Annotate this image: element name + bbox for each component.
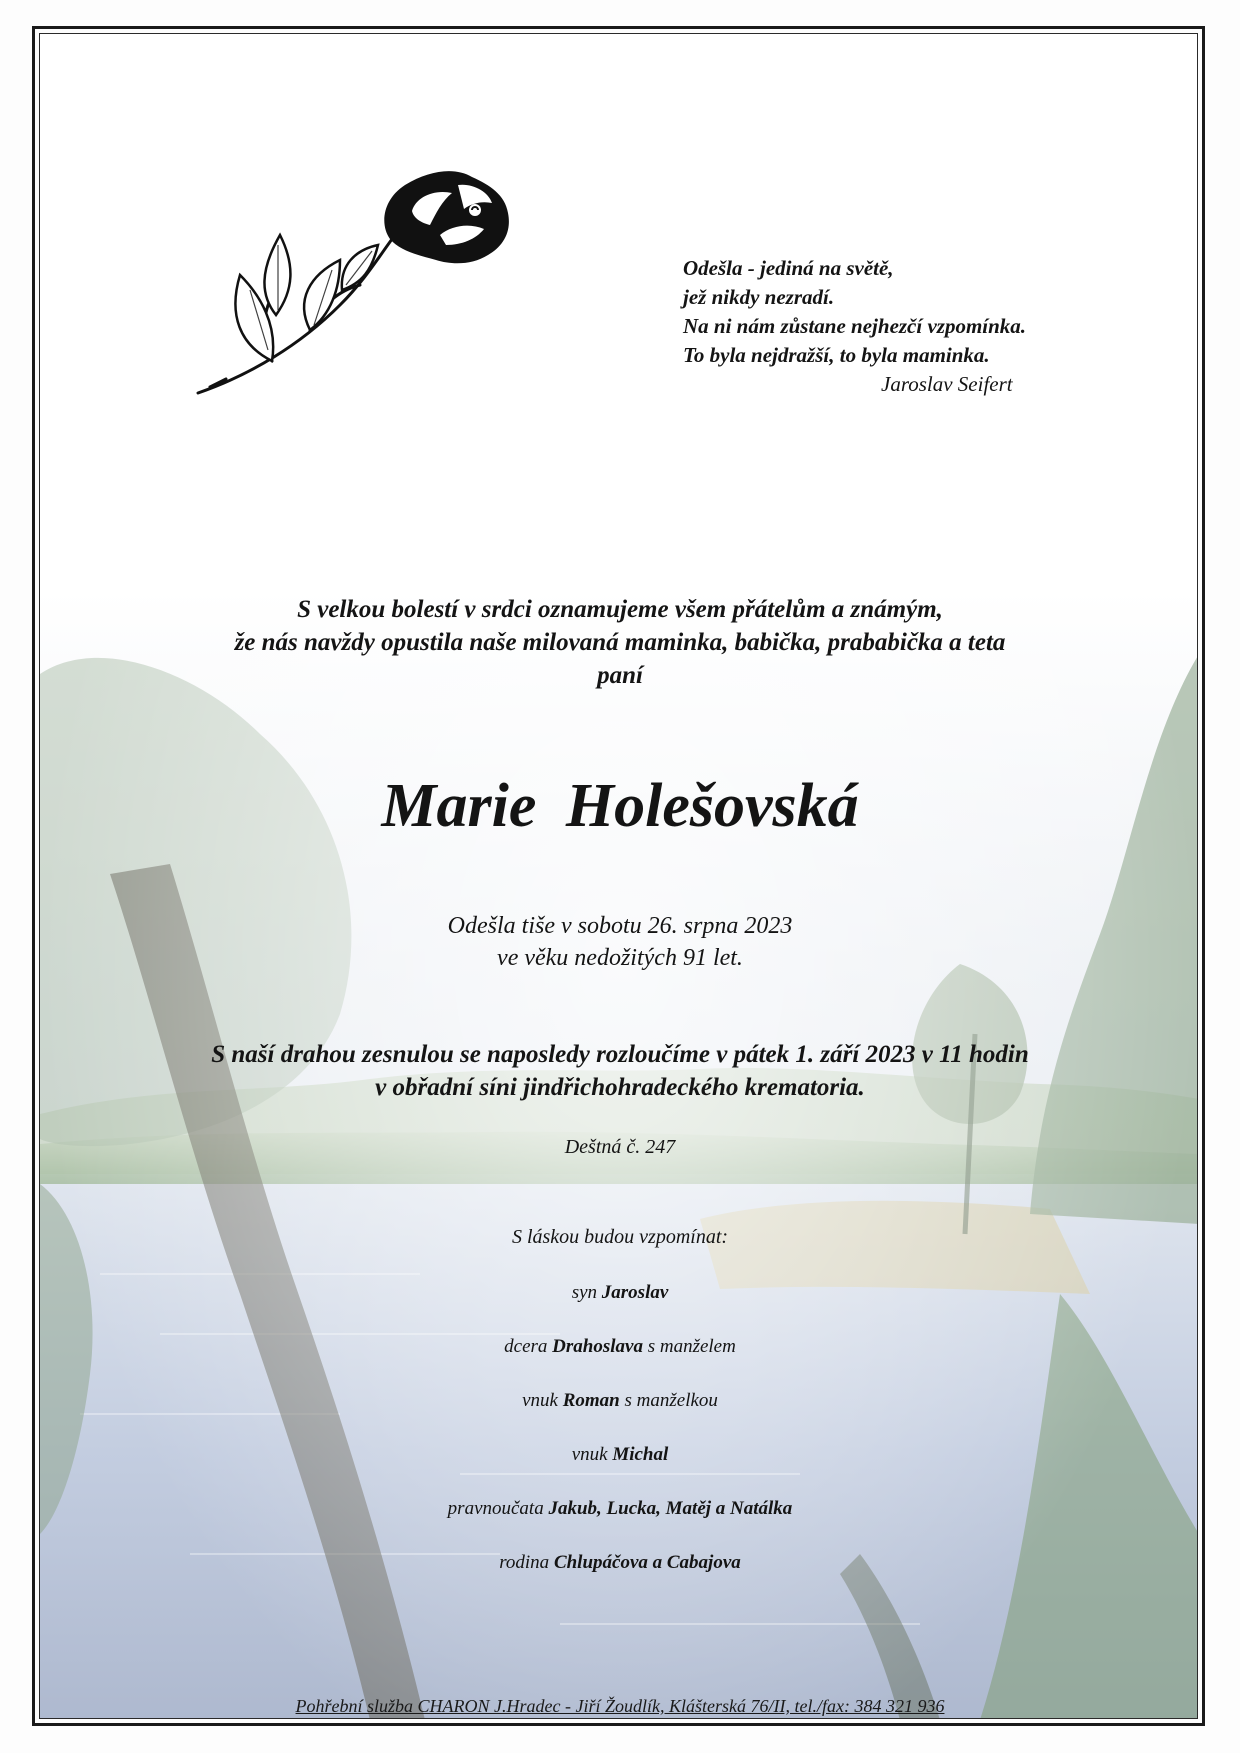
mourner-names: Michal xyxy=(612,1444,669,1465)
mourner-relation: vnuk xyxy=(522,1390,563,1411)
poem xyxy=(683,254,1143,399)
mourner-names: Jaroslav xyxy=(601,1282,669,1303)
announcement-line: S velkou bolestí v srdci oznamujeme všem přátelům a známým, xyxy=(297,596,943,623)
rose-icon xyxy=(190,165,530,415)
passing-line: Odešla tiše v sobotu 26. srpna 2023 xyxy=(447,913,793,939)
mourner-item xyxy=(40,1550,1200,1604)
mourner-item xyxy=(40,1496,1200,1550)
mourner-names: Roman xyxy=(562,1390,620,1411)
farewell-line: S naší drahou zesnulou se naposledy rozloučíme v pátek 1. září 2023 v 11 hodin xyxy=(211,1041,1029,1068)
mourner-names: Jakub, Lucka, Matěj a Natálka xyxy=(548,1498,793,1519)
poem-author: Jaroslav Seifert xyxy=(881,372,1013,396)
mourners-title: S láskou budou vzpomínat: xyxy=(511,1226,729,1248)
announcement xyxy=(40,593,1200,692)
announcement-line: paní xyxy=(597,662,643,689)
farewell-info xyxy=(40,1038,1200,1104)
mourner-relation: dcera xyxy=(504,1336,553,1357)
poem-line: To byla nejdražší, to byla maminka. xyxy=(683,343,990,367)
address: Deštná č. 247 xyxy=(564,1136,676,1158)
poem-line: jež nikdy nezradí. xyxy=(683,285,835,309)
mourners-list xyxy=(40,1280,1200,1604)
poem-line: Na ni nám zůstane nejhezčí vzpomínka. xyxy=(683,314,1027,338)
mourner-names: Drahoslava xyxy=(552,1336,643,1357)
passing-line: ve věku nedožitých 91 let. xyxy=(497,945,743,971)
mourner-relation: pravnoučata xyxy=(447,1498,549,1519)
mourner-suffix: s manželkou xyxy=(619,1390,718,1411)
mourner-item xyxy=(40,1442,1200,1496)
farewell-line: v obřadní síni jindřichohradeckého krematoria. xyxy=(375,1074,865,1101)
passing-info xyxy=(40,910,1200,974)
mourner-relation: rodina xyxy=(499,1552,554,1573)
poem-line: Odešla - jediná na světě, xyxy=(683,256,894,280)
funeral-service-footer: Pohřební služba CHARON J.Hradec - Jiří Žoudlík, Klášterská 76/II, tel./fax: 384 321 936 xyxy=(295,1696,945,1716)
mourner-item xyxy=(40,1280,1200,1334)
mourner-relation: syn xyxy=(571,1282,602,1303)
mourner-suffix: s manželem xyxy=(642,1336,736,1357)
mourner-relation: vnuk xyxy=(571,1444,613,1465)
mourner-names: Chlupáčova a Cabajova xyxy=(553,1552,741,1573)
deceased-name: Marie Holešovská xyxy=(381,772,859,840)
mourner-item xyxy=(40,1388,1200,1442)
mourner-item xyxy=(40,1334,1200,1388)
announcement-line: že nás navždy opustila naše milovaná maminka, babička, prababička a teta xyxy=(234,629,1006,656)
